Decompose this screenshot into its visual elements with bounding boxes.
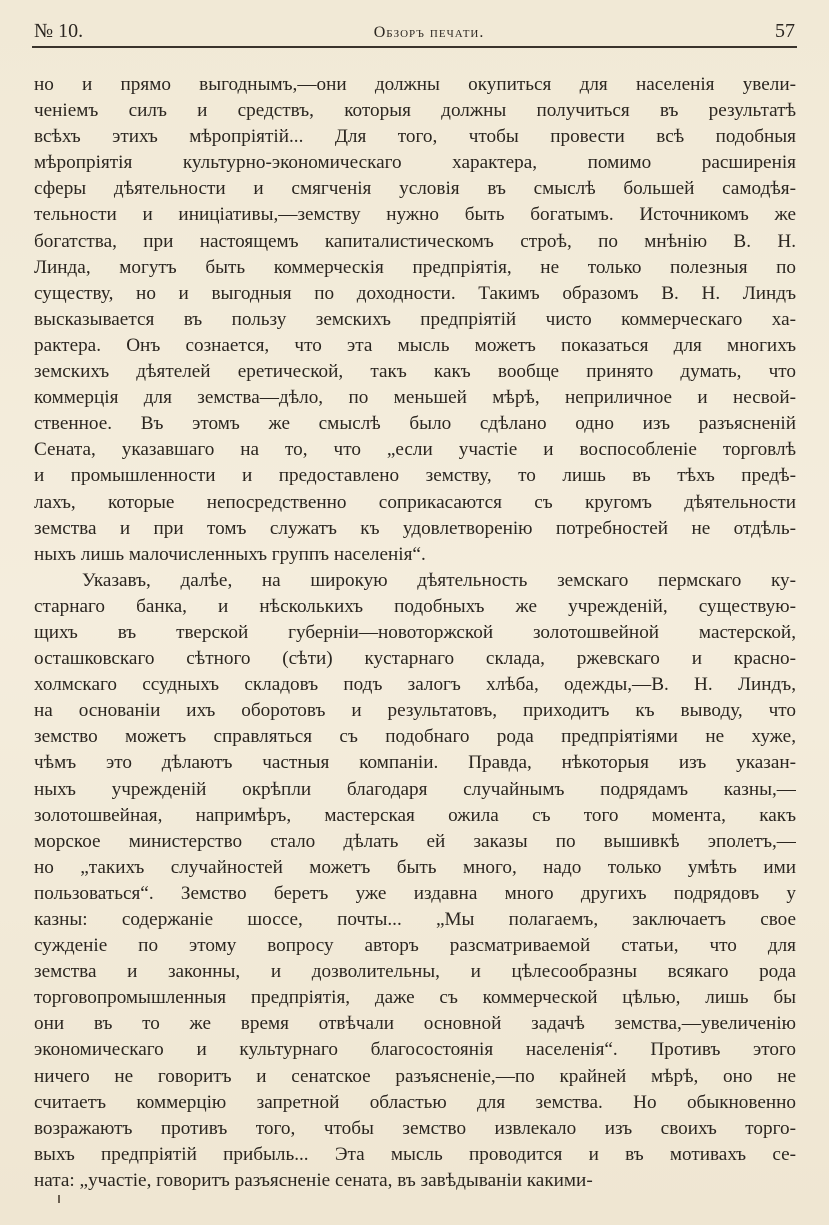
- text-line: земства и законны, и дозволительны, и цѣлесообразны всякаго рода: [34, 961, 796, 983]
- text-line: рактера. Онъ сознается, что эта мысль можетъ показаться для многихъ: [34, 334, 796, 356]
- text-line: высказывается въ пользу земскихъ предпріятій чисто коммерческаго ха-: [34, 308, 796, 330]
- text-line: торговопромышленныя предпріятія, даже съ коммерческой цѣлью, лишь бы: [34, 987, 796, 1009]
- text-line: чѣмъ это дѣлаютъ частныя компаніи. Правда, нѣкоторыя изъ указан-: [34, 752, 796, 774]
- text-line: экономическаго и культурнаго благосостоянія населенія“. Противъ этого: [34, 1039, 796, 1061]
- text-line: ченіемъ силъ и средствъ, которыя должны получиться въ результатѣ: [34, 100, 796, 122]
- text-line: земство можетъ справляться съ подобнаго рода предпріятіями не хуже,: [34, 726, 796, 748]
- text-line: Указавъ, далѣе, на широкую дѣятельность земскаго пермскаго ку-: [82, 569, 796, 591]
- text-line: ственное. Въ этомъ же смыслѣ было сдѣлано одно изъ разъясненій: [34, 413, 796, 435]
- text-line: морское министерство стало дѣлать ей заказы по вышивкѣ эполетъ,—: [34, 830, 796, 852]
- running-head: [34, 20, 795, 48]
- paragraph: [34, 72, 796, 568]
- text-line: холмскаго ссудныхъ складовъ подъ залогъ хлѣба, одежды,—В. Н. Линдъ,: [34, 674, 796, 696]
- text-line: коммерція для земства—дѣло, по меньшей мѣрѣ, неприличное и несвой-: [34, 387, 796, 409]
- text-line: всѣхъ этихъ мѣропріятій... Для того, чтобы провести всѣ подобныя: [34, 126, 796, 148]
- margin-mark: [58, 1195, 60, 1203]
- text-line: сужденіе по этому вопросу авторъ разсматриваемой статьи, что для: [34, 935, 796, 957]
- text-line: щихъ въ тверской губерніи—новоторжской золотошвейной мастерской,: [34, 621, 796, 643]
- text-line: земства и при томъ служатъ къ удовлетворенію потребностей не отдѣль-: [34, 517, 796, 539]
- text-line: Сената, указавшаго на то, что „если участіе и воспособленіе торговлѣ: [34, 439, 796, 461]
- page-number: 57: [774, 20, 795, 42]
- text-line: но и прямо выгоднымъ,—они должны окупиться для населенія увели-: [34, 74, 796, 95]
- text-line: мѣропріятія культурно-экономическаго характера, помимо расширенія: [34, 152, 796, 174]
- text-line: но „такихъ случайностей можетъ быть много, надо только умѣть ими: [34, 856, 796, 878]
- text-line: лахъ, которые непосредственно соприкасаются съ кругомъ дѣятельности: [34, 491, 796, 513]
- text-line: на основаніи ихъ оборотовъ и результатовъ, приходитъ къ выводу, что: [34, 700, 796, 722]
- text-line: считаетъ коммерцію запретной областью для земства. Но обыкновенно: [34, 1091, 796, 1113]
- text-line: земскихъ дѣятелей еретической, такъ какъ вообще принято думать, что: [34, 361, 796, 383]
- text-line: выхъ предпріятій прибыль... Эта мысль проводится и въ мотивахъ се-: [34, 1143, 796, 1165]
- text-line: осташковскаго сѣтного (сѣти) кустарнаго склада, ржевскаго и красно-: [34, 648, 796, 670]
- text-line: старнаго банка, и нѣсколькихъ подобныхъ же учрежденій, существую-: [34, 595, 796, 617]
- text-line: Линда, могутъ быть коммерческія предпріятія, не только полезныя по: [34, 256, 796, 278]
- text-line: возражаютъ противъ того, чтобы земство извлекало изъ своихъ торго-: [34, 1117, 796, 1139]
- section-title: Обзоръ печати.: [373, 24, 485, 41]
- text-line: существу, но и выгодныя по доходности. Такимъ образомъ В. Н. Линдъ: [34, 282, 796, 304]
- text-line: они въ то же время отвѣчали основной задачѣ земства,—увеличенію: [34, 1013, 796, 1035]
- body-text: [34, 72, 796, 1194]
- text-line: богатства, при настоящемъ капиталистическомъ строѣ, по мнѣнію В. Н.: [34, 230, 796, 252]
- text-line: сферы дѣятельности и смягченія условія въ смыслѣ большей самодѣя-: [34, 178, 796, 200]
- paragraph: [34, 568, 796, 1194]
- text-line: ныхъ учрежденій окрѣпли благодаря случайнымъ подрядамъ казны,—: [34, 778, 796, 800]
- text-line: ничего не говоритъ и сенатское разъясненіе,—по крайней мѣрѣ, оно не: [34, 1065, 796, 1087]
- text-line: пользоваться“. Земство беретъ уже издавна много другихъ подрядовъ у: [34, 882, 796, 904]
- text-line: ныхъ лишь малочисленныхъ группъ населенія“.: [34, 543, 426, 565]
- text-line: золотошвейная, напримѣръ, мастерская ожила съ того момента, какъ: [34, 804, 796, 826]
- text-line: ната: „участіе, говоритъ разъясненіе сената, въ завѣдываніи какими-: [34, 1169, 593, 1191]
- issue-number: № 10.: [34, 20, 84, 42]
- text-line: и промышленности и предоставлено земству, то лишь въ тѣхъ предѣ-: [34, 465, 796, 487]
- text-line: казны: содержаніе шоссе, почты... „Мы полагаемъ, заключаетъ свое: [34, 909, 796, 930]
- text-line: тельности и иниціативы,—земству нужно быть богатымъ. Источникомъ же: [34, 204, 796, 226]
- header-rule: [32, 46, 797, 48]
